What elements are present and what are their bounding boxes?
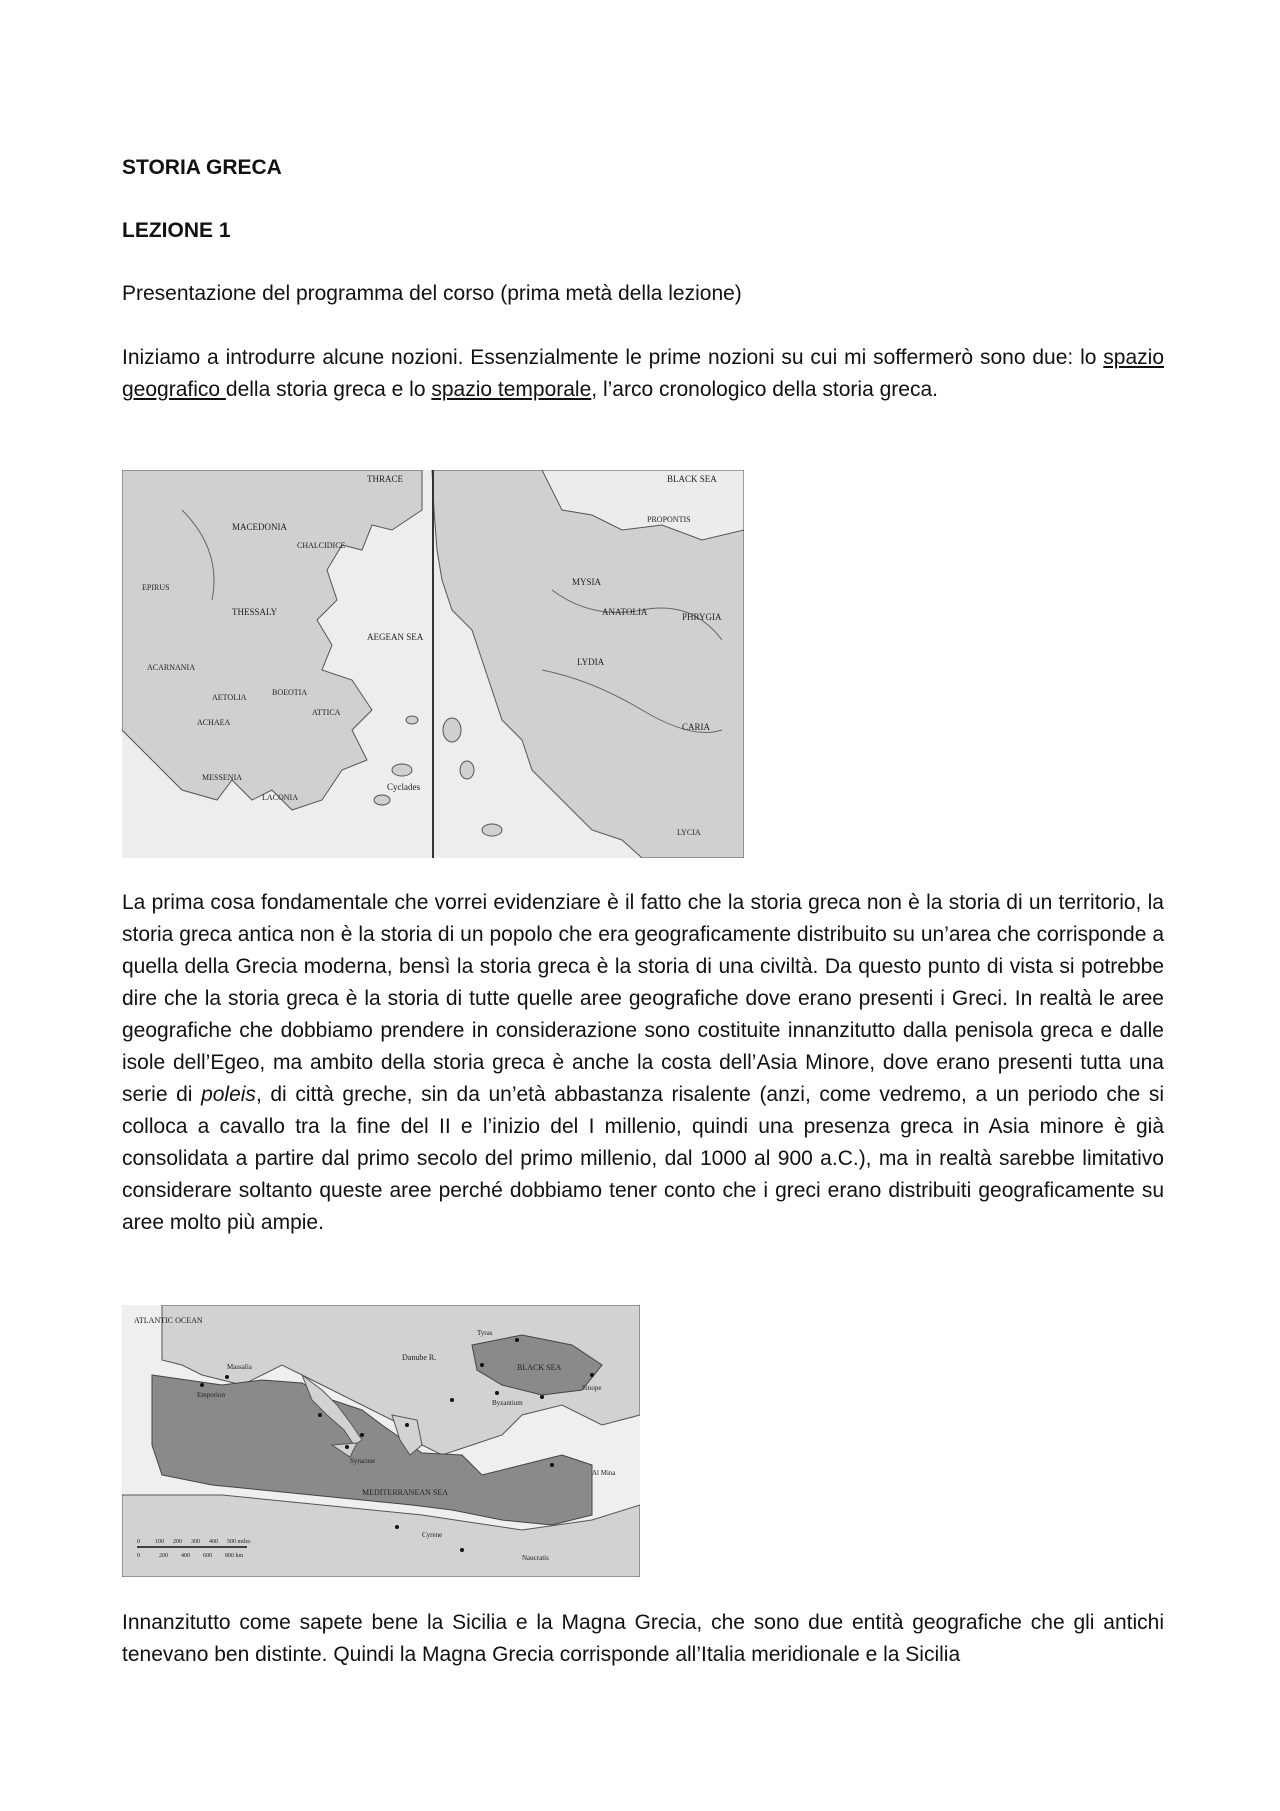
map1-label-19: Cyclades <box>387 782 420 792</box>
map2-label-9: Byzantium <box>492 1399 523 1407</box>
map1-label-6: AEGEAN SEA <box>367 632 424 642</box>
map-mediterranean-svg <box>122 1305 640 1577</box>
map-greece-aegean-svg <box>122 470 744 858</box>
paragraph-2 <box>122 887 1164 1239</box>
map2-label-8: Naucratis <box>522 1554 549 1562</box>
map1-label-14: ACARNANIA <box>147 663 195 672</box>
scale-km-0: 0 <box>137 1553 140 1559</box>
map1-label-8: MYSIA <box>572 577 602 587</box>
map1-label-18: LYCIA <box>677 828 701 837</box>
map1-label-11: AETOLIA <box>212 693 247 702</box>
lesson-heading: LEZIONE 1 <box>122 219 231 242</box>
scale-miles-1: 100 <box>155 1539 164 1545</box>
map1-label-7: ANATOLIA <box>602 607 648 617</box>
map2-label-5: Emporion <box>197 1391 225 1399</box>
p1-text-b: della storia greca e lo <box>225 378 432 401</box>
intro-line: Presentazione del programma del corso (prima metà della lezione) <box>122 282 742 305</box>
map1-label-10: PHRYGIA <box>682 612 722 622</box>
paragraph-1 <box>122 342 1164 406</box>
scale-miles-4: 400 <box>209 1539 218 1545</box>
p2-text-b: , di città greche, sin da un’età abbastanza risalente (anzi, come vedremo, a un periodo che si colloca a cavallo tra la fine del II e l’inizio del I millenio, quindi una presenza greca in Asia minore è già consolidata a partire dal primo secolo del primo millenio, dal 1000 al 900 a.C.), ma in realtà sarebbe limitativo considerare soltanto queste aree perché dobbiamo tener conto che i greci erano distribuiti geograficamente su aree molto più ampie. <box>122 1083 1164 1234</box>
map1-label-2: PROPONTIS <box>647 515 691 524</box>
map2-label-7: Cyrene <box>422 1531 443 1539</box>
scale-miles-2: 200 <box>173 1539 182 1545</box>
map-greece-aegean <box>122 470 744 858</box>
map2-label-11: Sinope <box>582 1384 602 1392</box>
map2-label-1: BLACK SEA <box>517 1363 562 1372</box>
p1-text-c: , l’arco cronologico della storia greca. <box>591 378 938 401</box>
scale-km-2: 400 <box>181 1553 190 1559</box>
map2-label-0: ATLANTIC OCEAN <box>134 1316 203 1325</box>
map-mediterranean-colonies <box>122 1305 640 1577</box>
map1-label-0: THRACE <box>367 474 403 484</box>
map2-label-10: Tyras <box>477 1329 493 1337</box>
map1-label-20: EPIRUS <box>142 583 170 592</box>
p2-text-a: La prima cosa fondamentale che vorrei evidenziare è il fatto che la storia greca non è la storia di un territorio, la storia greca antica non è la storia di un popolo che era geograficamente distribuito su un’area che corrisponde a quella della Grecia moderna, bensì la storia greca è la storia di una civiltà. Da questo punto di vista si potrebbe dire che la storia greca è la storia di tutte quelle aree geografiche dove erano presenti i Greci. In realtà le aree geografiche che dobbiamo prendere in considerazione sono costituite innanzitutto dalla penisola greca e dalle isole dell’Egeo, ma ambito della storia greca è anche la costa dell’Asia Minore, dove erano presenti tutta una serie di <box>122 891 1164 1106</box>
document-title: STORIA GRECA <box>122 156 282 179</box>
p1-underlined-spazio-temporale: spazio temporale <box>431 378 592 401</box>
map1-label-13: ACHAEA <box>197 718 231 727</box>
map1-label-21: ATTICA <box>312 708 341 717</box>
scale-km-3: 600 <box>203 1553 212 1559</box>
scale-miles-3: 300 <box>191 1539 200 1545</box>
scale-miles-5: 500 miles <box>227 1539 251 1545</box>
scale-km-4: 800 km <box>225 1553 244 1559</box>
map1-label-16: LACONIA <box>262 793 298 802</box>
map2-label-3: Danube R. <box>402 1353 437 1362</box>
map1-label-17: MESSENIA <box>202 773 243 782</box>
p2-italic-poleis: poleis <box>201 1083 256 1106</box>
map1-label-5: THESSALY <box>232 607 278 617</box>
map2-label-12: Al Mina <box>592 1469 616 1477</box>
map1-label-3: MACEDONIA <box>232 522 287 532</box>
map2-label-4: Massalia <box>227 1363 252 1371</box>
map1-label-1: BLACK SEA <box>667 474 717 484</box>
map2-label-6: Syracuse <box>350 1457 376 1465</box>
scale-km-1: 200 <box>159 1553 168 1559</box>
paragraph-3: Innanzitutto come sapete bene la Sicilia e la Magna Grecia, che sono due entità geografiche che gli antichi tenevano ben distinte. Quindi la Magna Grecia corrisponde all’Italia meridionale e la Sicilia <box>122 1611 1164 1666</box>
map2-label-2: MEDITERRANEAN SEA <box>362 1488 448 1497</box>
map1-label-4: CHALCIDICE <box>297 541 346 550</box>
map1-label-12: BOEOTIA <box>272 688 308 697</box>
p1-underlined-spazio-geografico: spazio geografico <box>122 346 1164 401</box>
scale-miles-0: 0 <box>137 1539 140 1545</box>
map1-label-9: LYDIA <box>577 657 605 667</box>
map1-label-15: CARIA <box>682 722 711 732</box>
p1-text-a: Iniziamo a introdurre alcune nozioni. Essenzialmente le prime nozioni su cui mi soffermerò sono due: lo <box>122 346 1104 369</box>
